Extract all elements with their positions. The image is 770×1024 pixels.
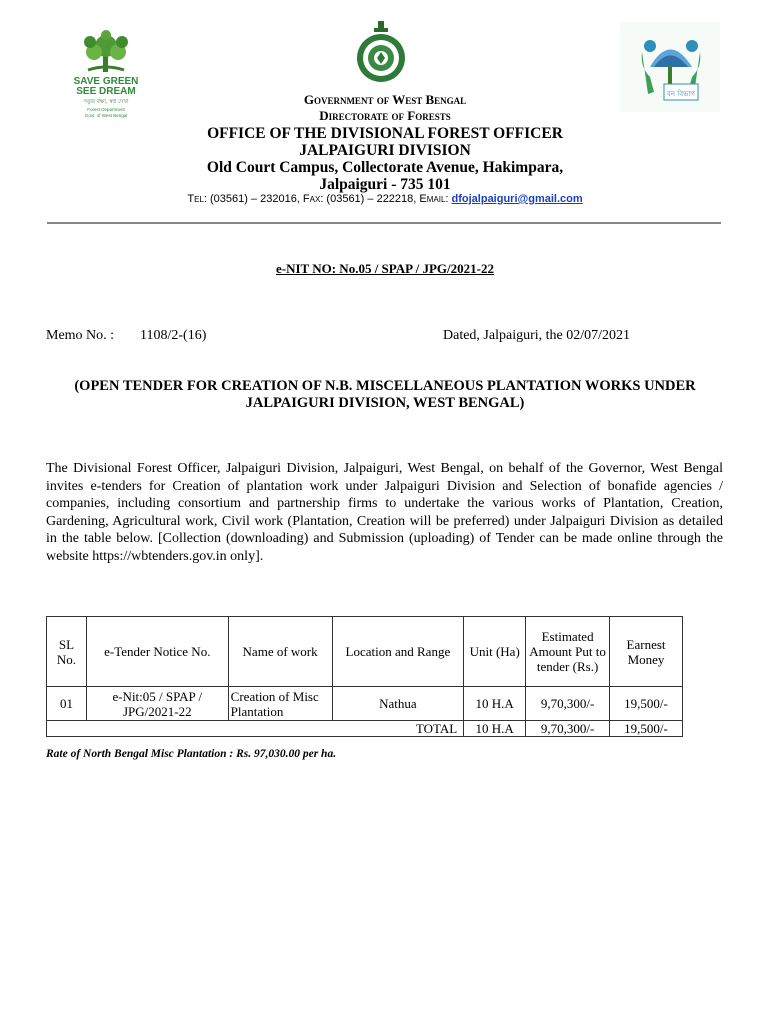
west-bengal-emblem [350,20,412,84]
header-amount: Estimated Amount Put to tender (Rs.) [526,617,610,687]
tender-title: (OPEN TENDER FOR CREATION OF N.B. MISCELLANEOUS PLANTATION WORKS UNDER JALPAIGURI DIVISION, WEST BENGAL) [74,378,696,411]
email-link[interactable]: dfojalpaiguri@gmail.com [451,193,583,205]
header-work: Name of work [228,617,332,687]
cell-notice: e-Nit:05 / SPAP / JPG/2021-22 [86,687,228,721]
memo-number: 1108/2-(16) [140,328,207,343]
svg-text:SEE DREAM: SEE DREAM [76,86,136,97]
cell-earnest: 19,500/- [610,687,683,721]
table-total-row [47,721,683,737]
address-line: Old Court Campus, Collectorate Avenue, Hakimpara, [206,159,564,176]
svg-text:Forest Department: Forest Department [87,107,125,112]
tender-table [46,616,683,737]
government-line: Government of West Bengal [303,92,467,107]
header-sl: SL No. [47,617,87,687]
cell-work: Creation of Misc Plantation [228,687,332,721]
total-unit: 10 H.A [464,721,526,737]
contact-line [0,193,770,205]
header-notice: e-Tender Notice No. [86,617,228,687]
svg-text:SAVE GREEN: SAVE GREEN [73,76,139,87]
emblem-icon [350,20,412,84]
rate-note: Rate of North Bengal Misc Plantation : Rs. 97,030.00 per ha. [46,748,337,760]
header-earnest: Earnest Money [610,617,683,687]
cell-amount: 9,70,300/- [526,687,610,721]
table-row [47,687,683,721]
enit-number: e-NIT NO: No.05 / SPAP / JPG/2021-22 [276,261,494,276]
header-unit: Unit (Ha) [464,617,526,687]
cell-sl: 01 [47,687,87,721]
total-earnest: 19,500/- [610,721,683,737]
division-title: JALPAIGURI DIVISION [299,142,471,159]
memo-label: Memo No. : [46,328,115,343]
cell-unit: 10 H.A [464,687,526,721]
total-amount: 9,70,300/- [526,721,610,737]
svg-text:বন বিভাগ: বন বিভাগ [666,90,696,98]
office-title: OFFICE OF THE DIVISIONAL FOREST OFFICER [207,125,563,142]
invitation-paragraph: The Divisional Forest Officer, Jalpaiguri Division, Jalpaiguri, West Bengal, on behalf of the Governor, West Bengal invites e-tenders for Creation of plantation work under Jalpaiguri Division and Selection of bonafide agencies / companies, including consortium and partnership firms to undertake the various works of Plantation, Creation, Gardening, Agricultural work, Civil work (Plantation, Creation will be preferred) under Jalpaiguri Division as detailed in the table below. [Collection (downloading) and Submission (uploading) of Tender can be made online through the website https://wbtenders.gov.in only]. [46,461,723,564]
table-header-row [47,617,683,687]
total-label: TOTAL [47,721,464,737]
memo-date: Dated, Jalpaiguri, the 02/07/2021 [443,328,631,343]
contact-details: Tel: (03561) – 232016, Fax: (03561) – 222218, Email: [187,193,452,205]
directorate-line: Directorate of Forests [319,108,451,123]
svg-text:সবুজ রক্ষা, স্বপ্ন দেখা: সবুজ রক্ষা, স্বপ্ন দেখা [83,99,129,105]
header-location: Location and Range [332,617,464,687]
city-line: Jalpaiguri - 735 101 [319,176,451,193]
svg-text:Govt. of West Bengal: Govt. of West Bengal [84,113,128,118]
cell-location: Nathua [332,687,464,721]
header-divider [47,222,721,224]
